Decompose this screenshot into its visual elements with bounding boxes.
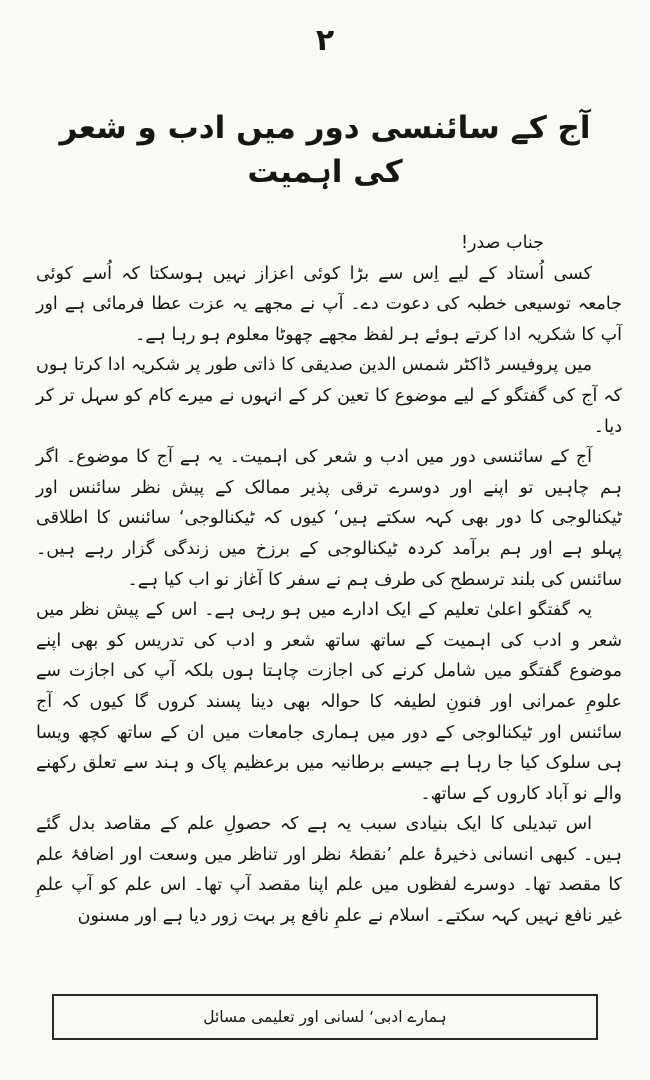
paragraph-3: آج کے سائنسی دور میں ادب و شعر کی اہمیت۔ یہ ہے آج کا موضوع۔ اگر ہم چاہیں تو اپنے اور دوسرے ترقی پذیر ممالک کے پیش نظر سائنس اور ٹیکنالوجی کا دور بھی کہہ سکتے ہیں‘ کیوں کہ ٹیکنالوجی‘ سائنس کا اطلاقی پہلو ہے اور ہم برآمد کردہ ٹیکنالوجی کے برزخ میں زندگی گزار رہے ہیں۔ سائنس کی بلند ترسطح کی طرف ہم نے سفر کا آغاز نو اب کیا ہے۔ [36, 447, 622, 590]
body-text [36, 228, 622, 932]
footer-book-title: ہمارے ادبی‘ لسانی اور تعلیمی مسائل [203, 1008, 447, 1026]
salutation: جناب صدر! [461, 233, 544, 253]
running-footer [52, 994, 598, 1040]
page-number: ۲ [315, 23, 335, 58]
chapter-title: آج کے سائنسی دور میں ادب و شعر کی اہمیت [59, 110, 591, 190]
paragraph-4: یہ گفتگو اعلیٰ تعلیم کے ایک ادارے میں ہو رہی ہے۔ اس کے پیش نظر میں شعر و ادب کی اہمیت کے ساتھ ساتھ شعر و ادب کی تدریس کو بھی اپنے موضوع گفتگو میں شامل کرنے کی اجازت چاہتا ہوں بلکہ آپ کی اجازت سے علومِ عمرانی اور فنونِ لطیفہ کا حوالہ بھی دینا پسند کروں گا کیوں کہ آج سائنس اور ٹیکنالوجی کے دور میں ہماری جامعات میں ان کے ساتھ کچھ ویسا ہی سلوک کیا جا رہا ہے جیسے برطانیہ میں برعظیم پاک و ہند سے تعلق رکھنے والے نو آباد کاروں کے ساتھ۔ [36, 600, 622, 804]
paragraph-2: میں پروفیسر ڈاکٹر شمس الدین صدیقی کا ذاتی طور پر شکریہ ادا کرتا ہوں کہ آج کی گفتگو کے لیے موضوع کا تعین کر کے انہوں نے میرے کام کو سہل تر کر دیا۔ [36, 355, 622, 437]
paragraph-1: کسی اُستاد کے لیے اِس سے بڑا کوئی اعزاز نہیں ہوسکتا کہ اُسے کوئی جامعہ توسیعی خطبہ کی دعوت دے۔ آپ نے مجھے یہ عزت عطا فرمائی ہے اور آپ کا شکریہ ادا کرتے ہوئے ہر لفظ مجھے چھوٹا معلوم ہو رہا ہے۔ [36, 263, 622, 345]
paragraph-5: اس تبدیلی کا ایک بنیادی سبب یہ ہے کہ حصولِ علم کے مقاصد بدل گئے ہیں۔ کبھی انسانی ذخیرۂ علم ’نقطۂ نظر اور تناظر میں وسعت اور اضافۂ علم کا مقصد تھا۔ دوسرے لفظوں میں علم اپنا مقصد آپ تھا۔ اس علم کو آپ علمِ غیر نافع نہیں کہہ سکتے۔ اسلام نے علمِ نافع پر بہت زور دیا ہے اور مسنون [36, 814, 622, 927]
